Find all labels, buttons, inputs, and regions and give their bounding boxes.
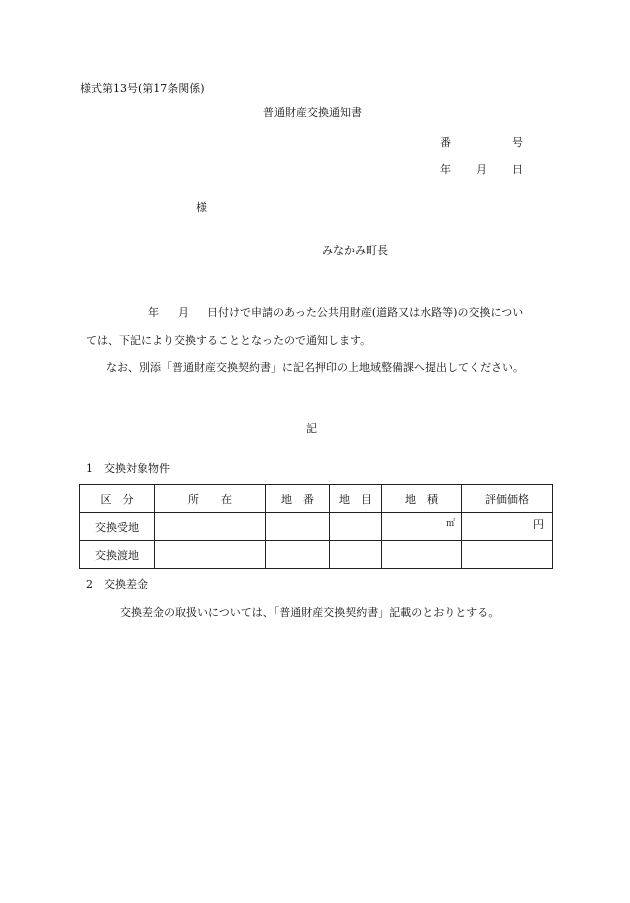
ki-heading: 記	[306, 422, 317, 435]
col-chiseki: 地 積	[382, 485, 462, 513]
date-year-label: 年	[440, 163, 451, 176]
table-row	[80, 513, 553, 541]
price-unit: 円	[533, 518, 544, 531]
paragraph-2: ては、下記により交換することとなったので通知します。	[86, 334, 372, 347]
property-table	[79, 484, 553, 569]
p1-month: 月	[178, 306, 189, 319]
table-header-row	[80, 485, 553, 513]
ref-go-label: 号	[512, 136, 523, 149]
section-1-title: 交換対象物件	[104, 462, 170, 475]
form-number: 様式第13号(第17条関係)	[80, 82, 205, 95]
cell-shozai-juchi[interactable]	[155, 513, 266, 541]
sender-name: みなかみ町長	[322, 244, 388, 257]
cell-chiseki-juchi[interactable]	[382, 513, 462, 541]
date-day-label: 日	[512, 163, 523, 176]
area-unit: ㎡	[445, 519, 455, 529]
p1-text: 日付けで申請のあった公共用財産(道路又は水路等)の交換につい	[207, 306, 524, 319]
p1-year: 年	[148, 306, 159, 319]
cell-shozai-watashichi[interactable]	[155, 541, 266, 569]
cell-chimoku-watashichi[interactable]	[330, 541, 382, 569]
section-1-heading	[86, 463, 170, 474]
cell-chiban-juchi[interactable]	[266, 513, 330, 541]
addressee-suffix: 様	[196, 201, 207, 214]
col-chiban: 地 番	[266, 485, 330, 513]
cell-hyoka-juchi[interactable]	[462, 513, 553, 541]
cell-chiseki-watashichi[interactable]	[382, 541, 462, 569]
col-shozai: 所 在	[155, 485, 266, 513]
table-row	[80, 541, 553, 569]
cell-chimoku-juchi[interactable]	[330, 513, 382, 541]
cell-chiban-watashichi[interactable]	[266, 541, 330, 569]
paragraph-3: なお、別添「普通財産交換契約書」に記名押印の上地域整備課へ提出してください。	[106, 361, 524, 374]
row-label-watashichi: 交換渡地	[80, 541, 155, 569]
ref-ban-label: 番	[440, 136, 451, 149]
section-2-title: 交換差金	[104, 578, 148, 591]
cell-hyoka-watashichi[interactable]	[462, 541, 553, 569]
document-title: 普通財産交換通知書	[263, 106, 362, 119]
date-month-label: 月	[476, 163, 487, 176]
section-2-body: 交換差金の取扱いについては、「普通財産交換契約書」記載のとおりとする。	[120, 606, 500, 619]
section-2-heading	[86, 579, 148, 590]
section-1-number: 1	[86, 462, 93, 475]
row-label-juchi: 交換受地	[80, 513, 155, 541]
col-kubun: 区 分	[80, 485, 155, 513]
col-hyoka: 評価価格	[462, 485, 553, 513]
section-2-number: 2	[86, 578, 93, 591]
col-chimoku: 地 目	[330, 485, 382, 513]
